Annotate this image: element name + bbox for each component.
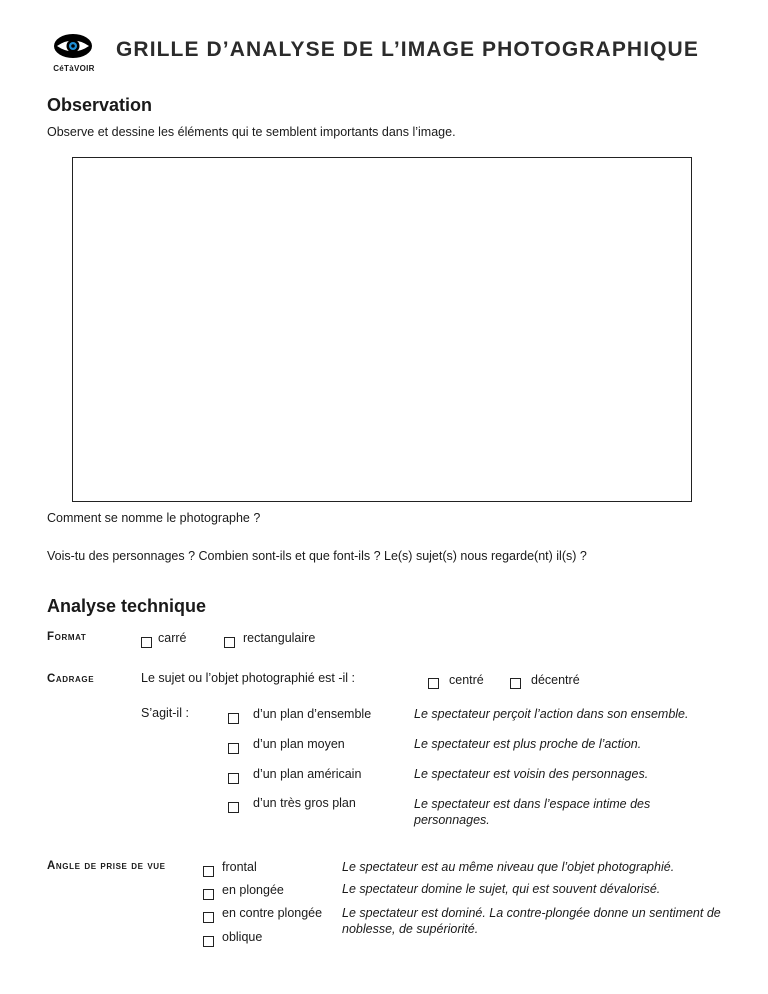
cadrage-centre-label: centré xyxy=(449,673,484,687)
angle-contre-plongee-desc: Le spectateur est dominé. La contre-plongée donne un sentiment de noblesse, de supériorité. xyxy=(342,906,721,936)
question-characters: Vois-tu des personnages ? Combien sont-ils et que font-ils ? Le(s) sujet(s) nous regarde(nt) il(s) ? xyxy=(47,549,587,563)
format-carre-checkbox[interactable] xyxy=(141,637,152,648)
angle-plongee-label: en plongée xyxy=(222,883,284,897)
angle-frontal-label: frontal xyxy=(222,860,257,874)
observation-instruction: Observe et dessine les éléments qui te semblent importants dans l’image. xyxy=(47,125,456,139)
page-title: GRILLE D’ANALYSE DE L’IMAGE PHOTOGRAPHIQUE xyxy=(116,38,699,61)
question-photographer: Comment se nomme le photographe ? xyxy=(47,511,261,525)
plan-question: S’agit-il : xyxy=(141,706,189,720)
angle-oblique-checkbox[interactable] xyxy=(203,936,214,947)
angle-plongee-checkbox[interactable] xyxy=(203,889,214,900)
format-rectangulaire-checkbox[interactable] xyxy=(224,637,235,648)
format-rectangulaire-label: rectangulaire xyxy=(243,631,316,645)
plan-moyen-desc: Le spectateur est plus proche de l’action. xyxy=(414,737,642,751)
cadrage-question: Le sujet ou l’objet photographié est -il : xyxy=(141,671,356,685)
plan-tres-gros-desc: Le spectateur est dans l’espace intime des personnages. xyxy=(414,797,651,827)
analysis-heading: Analyse technique xyxy=(47,596,207,616)
logo-text: CéTàVOIR xyxy=(53,64,95,73)
cadrage-decentre-label: décentré xyxy=(531,673,580,687)
eye-icon xyxy=(46,30,100,66)
cadrage-centre-checkbox[interactable] xyxy=(428,678,439,689)
plan-tres-gros-checkbox[interactable] xyxy=(228,802,239,813)
plan-americain-checkbox[interactable] xyxy=(228,773,239,784)
angle-plongee-desc: Le spectateur domine le sujet, qui est souvent dévalorisé. xyxy=(342,882,661,896)
angle-contre-plongee-label: en contre plongée xyxy=(222,906,323,920)
format-label: Format xyxy=(47,631,87,643)
angle-oblique-label: oblique xyxy=(222,930,263,944)
angle-contre-plongee-checkbox[interactable] xyxy=(203,912,214,923)
angle-frontal-checkbox[interactable] xyxy=(203,866,214,877)
format-carre-label: carré xyxy=(158,631,187,645)
plan-ensemble-label: d’un plan d’ensemble xyxy=(253,707,372,721)
plan-americain-desc: Le spectateur est voisin des personnages. xyxy=(414,767,649,781)
cadrage-label: Cadrage xyxy=(47,673,95,685)
plan-moyen-checkbox[interactable] xyxy=(228,743,239,754)
angle-frontal-desc: Le spectateur est au même niveau que l’objet photographié. xyxy=(342,860,675,874)
plan-tres-gros-label: d’un très gros plan xyxy=(253,796,356,810)
plan-americain-label: d’un plan américain xyxy=(253,767,362,781)
plan-ensemble-desc: Le spectateur perçoit l’action dans son ensemble. xyxy=(414,707,689,721)
drawing-area[interactable] xyxy=(72,157,692,502)
plan-ensemble-checkbox[interactable] xyxy=(228,713,239,724)
cadrage-decentre-checkbox[interactable] xyxy=(510,678,521,689)
plan-moyen-label: d’un plan moyen xyxy=(253,737,345,751)
observation-heading: Observation xyxy=(47,95,153,115)
angle-label: Angle de prise de vue xyxy=(47,860,166,872)
